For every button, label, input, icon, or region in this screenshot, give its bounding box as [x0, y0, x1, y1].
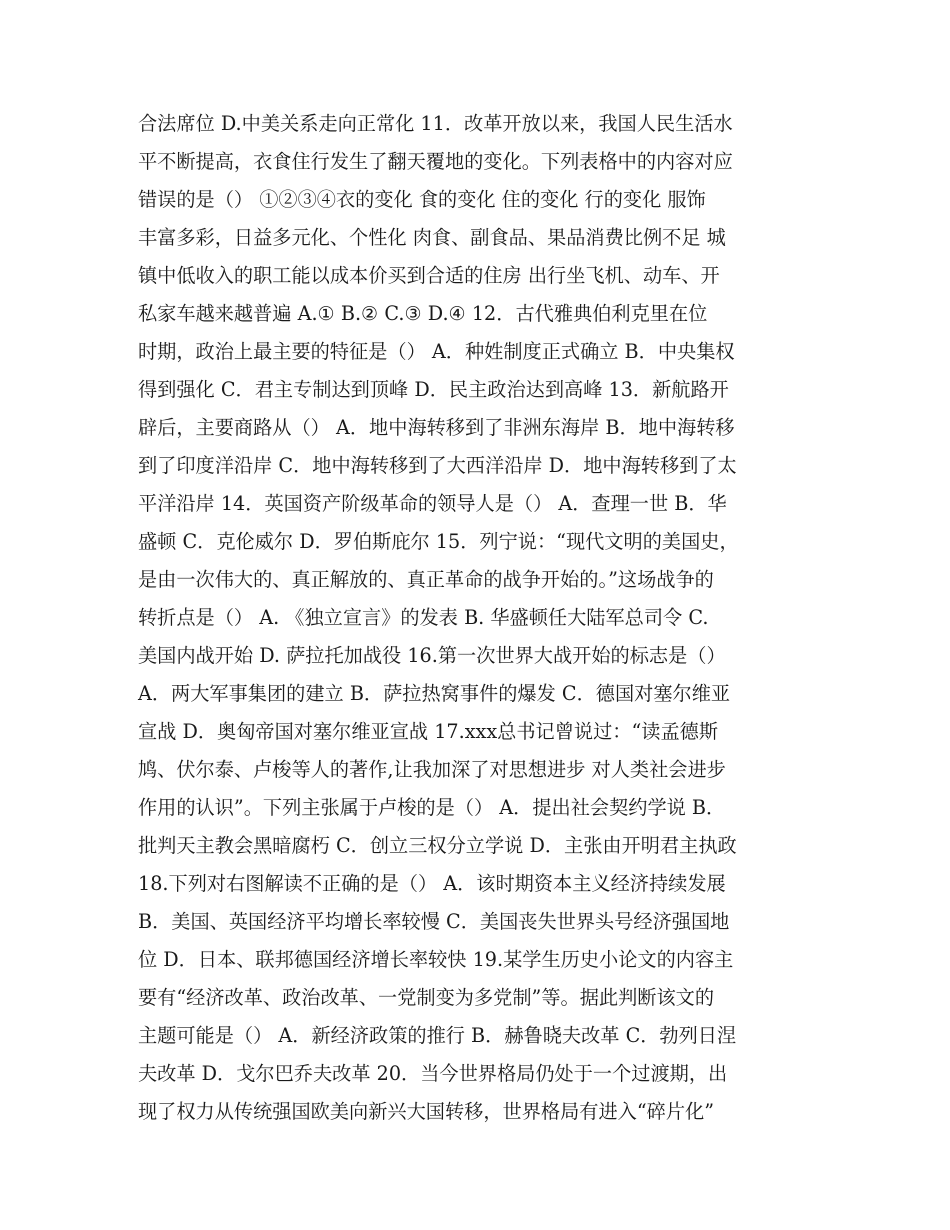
text-line: B．美国、英国经济平均增长率较慢 C．美国丧失世界头号经济强国地: [138, 910, 730, 933]
text-line: 盛顿 C．克伦威尔 D．罗伯斯庇尔 15．列宁说：“现代文明的美国史，: [138, 530, 739, 553]
text-line: 平洋沿岸 14．英国资产阶级革命的领导人是（） A．查理一世 B．华: [138, 492, 727, 515]
text-line: 丰富多彩，日益多元化、个性化 肉食、副食品、果品消费比例不足 城: [138, 226, 726, 249]
text-line: 要有“经济改革、政治改革、一党制变为多党制”等。据此判断该文的: [138, 986, 715, 1009]
text-line: 错误的是（） ①②③④衣的变化 食的变化 住的变化 行的变化 服饰: [138, 188, 706, 211]
text-line: 现了权力从传统强国欧美向新兴大国转移，世界格局有进入“碎片化”: [138, 1100, 715, 1123]
text-line: 平不断提高，衣食住行发生了翻天覆地的变化。下列表格中的内容对应: [138, 150, 733, 173]
text-line: 合法席位 D.中美关系走向正常化 11．改革开放以来，我国人民生活水: [138, 112, 733, 135]
text-line: 到了印度洋沿岸 C．地中海转移到了大西洋沿岸 D．地中海转移到了太: [138, 454, 737, 477]
text-line: 是由一次伟大的、真正解放的、真正革命的战争开始的。”这场战争的: [138, 568, 714, 591]
text-line: 辟后，主要商路从（） A．地中海转移到了非洲东海岸 B．地中海转移: [138, 416, 735, 439]
text-line: 批判天主教会黑暗腐朽 C．创立三权分立学说 D．主张由开明君主执政: [138, 834, 737, 857]
text-line: 时期，政治上最主要的特征是（） A．种姓制度正式确立 B．中央集权: [138, 340, 735, 363]
text-line: 转折点是（） A. 《独立宣言》的发表 B. 华盛顿任大陆军总司令 C.: [138, 606, 709, 629]
text-line: 宣战 D．奥匈帝国对塞尔维亚宣战 17.xxx总书记曾说过：“读孟德斯: [138, 720, 719, 743]
text-line: 私家车越来越普遍 A.① B.② C.③ D.④ 12．古代雅典伯利克里在位: [138, 302, 708, 325]
text-line: 得到强化 C．君主专制达到顶峰 D．民主政治达到高峰 13．新航路开: [138, 378, 729, 401]
text-line: 18.下列对右图解读不正确的是（） A．该时期资本主义经济持续发展: [138, 872, 726, 895]
text-line: 位 D．日本、联邦德国经济增长率较快 19.某学生历史小论文的内容主: [138, 948, 734, 971]
text-line: 镇中低收入的职工能以成本价买到合适的住房 出行坐飞机、动车、开: [138, 264, 720, 287]
text-line: 美国内战开始 D. 萨拉托加战役 16.第一次世界大战开始的标志是（）: [138, 644, 726, 667]
text-line: 作用的认识”。下列主张属于卢梭的是（） A．提出社会契约学说 B．: [138, 796, 726, 819]
text-line: 夫改革 D．戈尔巴乔夫改革 20．当今世界格局仍处于一个过渡期，出: [138, 1062, 728, 1085]
text-line: A．两大军事集团的建立 B．萨拉热窝事件的爆发 C．德国对塞尔维亚: [138, 682, 731, 705]
text-line: 鸠、伏尔泰、卢梭等人的著作,让我加深了对思想进步 对人类社会进步: [138, 758, 726, 781]
text-line: 主题可能是（） A．新经济政策的推行 B．赫鲁晓夫改革 C．勃列日涅: [138, 1024, 737, 1047]
body-text: [138, 105, 818, 1131]
